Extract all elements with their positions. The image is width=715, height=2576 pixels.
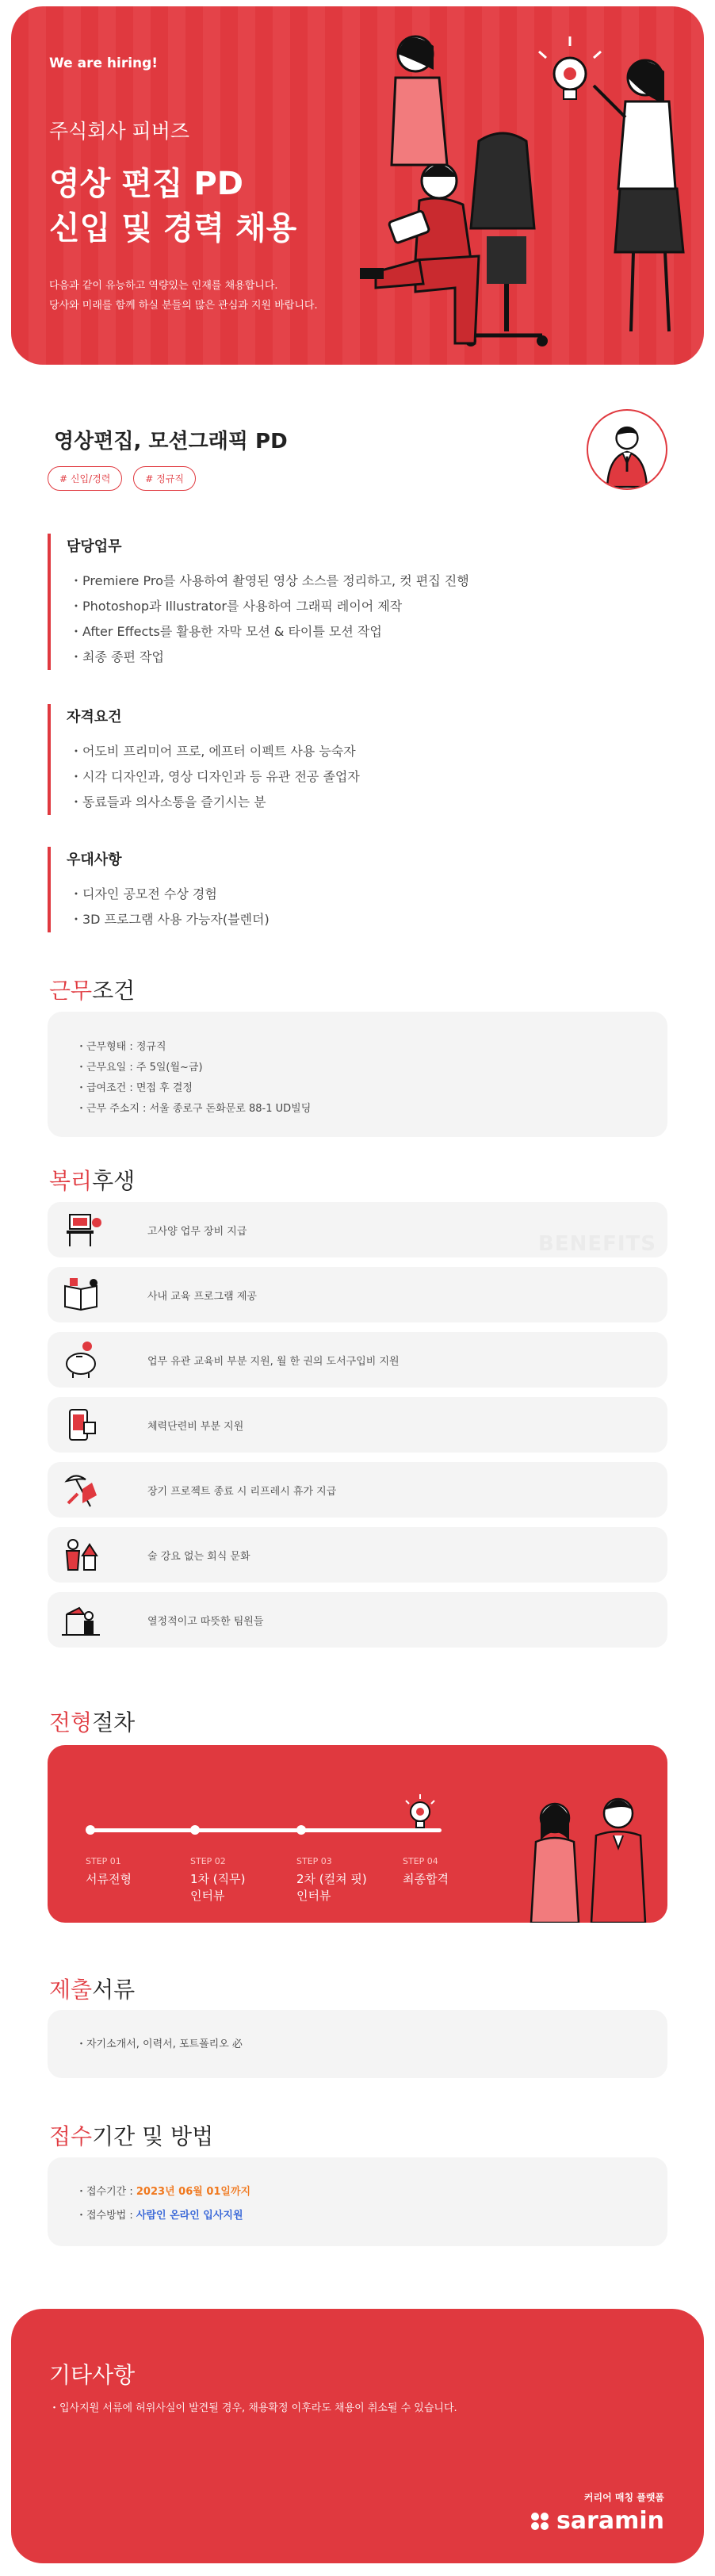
step-label: 1차 (직무) 인터뷰 — [190, 1872, 246, 1903]
duties-block — [48, 534, 469, 670]
step-number: STEP 02 — [190, 1856, 226, 1866]
documents-card — [48, 2010, 667, 2078]
tag-employment-type: # 정규직 — [133, 466, 196, 491]
benefit-text: 술 강요 없는 회식 문화 — [147, 1550, 250, 1563]
hero-description-line2: 당사와 미래를 함께 하실 분들의 많은 관심과 지원 바랍니다. — [49, 300, 318, 312]
hiring-label: We are hiring! — [49, 56, 159, 71]
step-number: STEP 03 — [296, 1856, 332, 1866]
laptop-desk-icon — [59, 1210, 103, 1250]
apply-card — [48, 2157, 667, 2246]
benefit-text: 장기 프로젝트 종료 시 리프레시 휴가 지급 — [147, 1485, 337, 1498]
benefit-item — [48, 1592, 667, 1648]
process-dot — [190, 1825, 200, 1835]
step-label: 최종합격 — [403, 1872, 449, 1886]
preferred-item: ・3D 프로그램 사용 가능자(블렌더) — [70, 912, 270, 927]
requirement-item: ・어도비 프리미어 프로, 에프터 이펙트 사용 능숙자 — [70, 744, 356, 759]
team-lamp-icon — [59, 1600, 103, 1640]
office-team-illustration — [344, 22, 704, 363]
brand-tagline: 커리어 매칭 플랫폼 — [583, 2492, 664, 2503]
step-label: 서류전형 — [86, 1872, 132, 1886]
condition-item: ・근무형태 : 정규직 — [76, 1041, 166, 1053]
benefit-item — [48, 1527, 667, 1583]
duty-item: ・After Effects를 활용한 자막 모션 & 타이틀 모션 작업 — [70, 624, 382, 639]
benefit-item — [48, 1267, 667, 1322]
requirements-block — [48, 704, 360, 815]
process-dot — [86, 1825, 95, 1835]
duty-item: ・Photoshop과 Illustrator를 사용하여 그래픽 레이어 제작 — [70, 599, 403, 614]
company-name: 주식회사 피버즈 — [49, 120, 189, 143]
saramin-logo — [530, 2507, 664, 2535]
hero-title-line2: 신입 및 경력 채용 — [49, 210, 297, 247]
apply-deadline: 2023년 06월 01일까지 — [136, 2186, 251, 2198]
requirement-item: ・시각 디자인과, 영상 디자인과 등 유관 전공 졸업자 — [70, 769, 360, 784]
benefit-text: 열정적이고 따뜻한 팀원들 — [147, 1615, 264, 1628]
footer-title: 기타사항 — [49, 2362, 136, 2388]
piggy-bank-icon — [59, 1340, 103, 1380]
beer-icon — [59, 1535, 103, 1575]
benefits-watermark: BENEFITS — [538, 1232, 656, 1256]
job-tags — [48, 466, 196, 491]
benefit-item — [48, 1332, 667, 1388]
mobile-phone-icon — [59, 1405, 103, 1445]
process-step-3 — [296, 1856, 367, 1904]
benefit-text: 체력단련비 부분 지원 — [147, 1420, 244, 1433]
tag-career: # 신입/경력 — [48, 466, 122, 491]
condition-item: ・근무 주소지 : 서울 종로구 돈화문로 88-1 UD빌딩 — [76, 1103, 312, 1115]
benefits-title: 복리후생 — [49, 1168, 136, 1194]
benefit-text: 고사양 업무 장비 지급 — [147, 1225, 247, 1238]
requirement-item: ・동료들과 의사소통을 즐기시는 분 — [70, 794, 266, 810]
footer-notes — [11, 2309, 704, 2563]
process-step-1 — [86, 1856, 132, 1888]
preferred-heading: 우대사항 — [67, 852, 122, 868]
duty-item: ・Premiere Pro를 사용하여 촬영된 영상 소스를 정리하고, 컷 편집 진행 — [70, 573, 469, 588]
process-progress-line — [89, 1828, 442, 1832]
process-card — [48, 1745, 667, 1923]
benefit-text: 사내 교육 프로그램 제공 — [147, 1290, 257, 1303]
documents-item: ・자기소개서, 이력서, 포트폴리오 必 — [76, 2038, 243, 2050]
hero-title-line1: 영상 편집 PD — [49, 166, 243, 202]
hero-description-line1: 다음과 같이 유능하고 역량있는 인재를 채용합니다. — [49, 280, 278, 292]
saramin-logo-icon — [530, 2511, 550, 2532]
process-step-4 — [403, 1856, 449, 1888]
duty-item: ・최종 종편 작업 — [70, 649, 164, 664]
requirements-heading: 자격요건 — [67, 709, 122, 725]
condition-item: ・근무요일 : 주 5일(월~금) — [76, 1062, 203, 1074]
process-dot — [296, 1825, 306, 1835]
step-number: STEP 04 — [403, 1856, 438, 1866]
apply-method: ・접수방법 : 사람인 온라인 입사지원 — [76, 2210, 243, 2222]
duties-heading: 담당업무 — [67, 538, 122, 555]
apply-method-link: 사람인 온라인 입사지원 — [136, 2210, 243, 2222]
vacation-icon — [59, 1470, 103, 1510]
process-title: 전형절차 — [49, 1709, 136, 1736]
benefit-item — [48, 1462, 667, 1518]
clapping-team-illustration — [507, 1769, 666, 1923]
condition-item: ・급여조건 : 면접 후 결정 — [76, 1082, 193, 1094]
benefit-item — [48, 1202, 667, 1257]
job-title: 영상편집, 모션그래픽 PD — [54, 430, 288, 454]
step-label: 2차 (컬쳐 핏) 인터뷰 — [296, 1872, 367, 1903]
brand-name: saramin — [556, 2507, 664, 2535]
benefit-text: 업무 유관 교육비 부분 지원, 월 한 권의 도서구입비 지원 — [147, 1355, 400, 1368]
step-number: STEP 01 — [86, 1856, 121, 1866]
hero-banner — [11, 6, 704, 365]
apply-period: ・접수기간 : 2023년 06월 01일까지 — [76, 2186, 251, 2198]
conditions-title: 근무조건 — [49, 978, 136, 1004]
preferred-block — [48, 847, 270, 932]
footer-note: ・입사지원 서류에 허위사실이 발견될 경우, 채용확정 이후라도 채용이 취소될 수 있습니다. — [49, 2402, 457, 2414]
apply-title: 접수기간 및 방법 — [49, 2123, 214, 2149]
conditions-card — [48, 1012, 667, 1137]
documents-title: 제출서류 — [49, 1977, 136, 2003]
benefit-item — [48, 1397, 667, 1453]
avatar — [587, 409, 667, 490]
lightbulb-icon — [396, 1791, 444, 1839]
preferred-item: ・디자인 공모전 수상 경험 — [70, 886, 217, 901]
education-book-icon — [59, 1275, 103, 1315]
process-step-2 — [190, 1856, 246, 1904]
